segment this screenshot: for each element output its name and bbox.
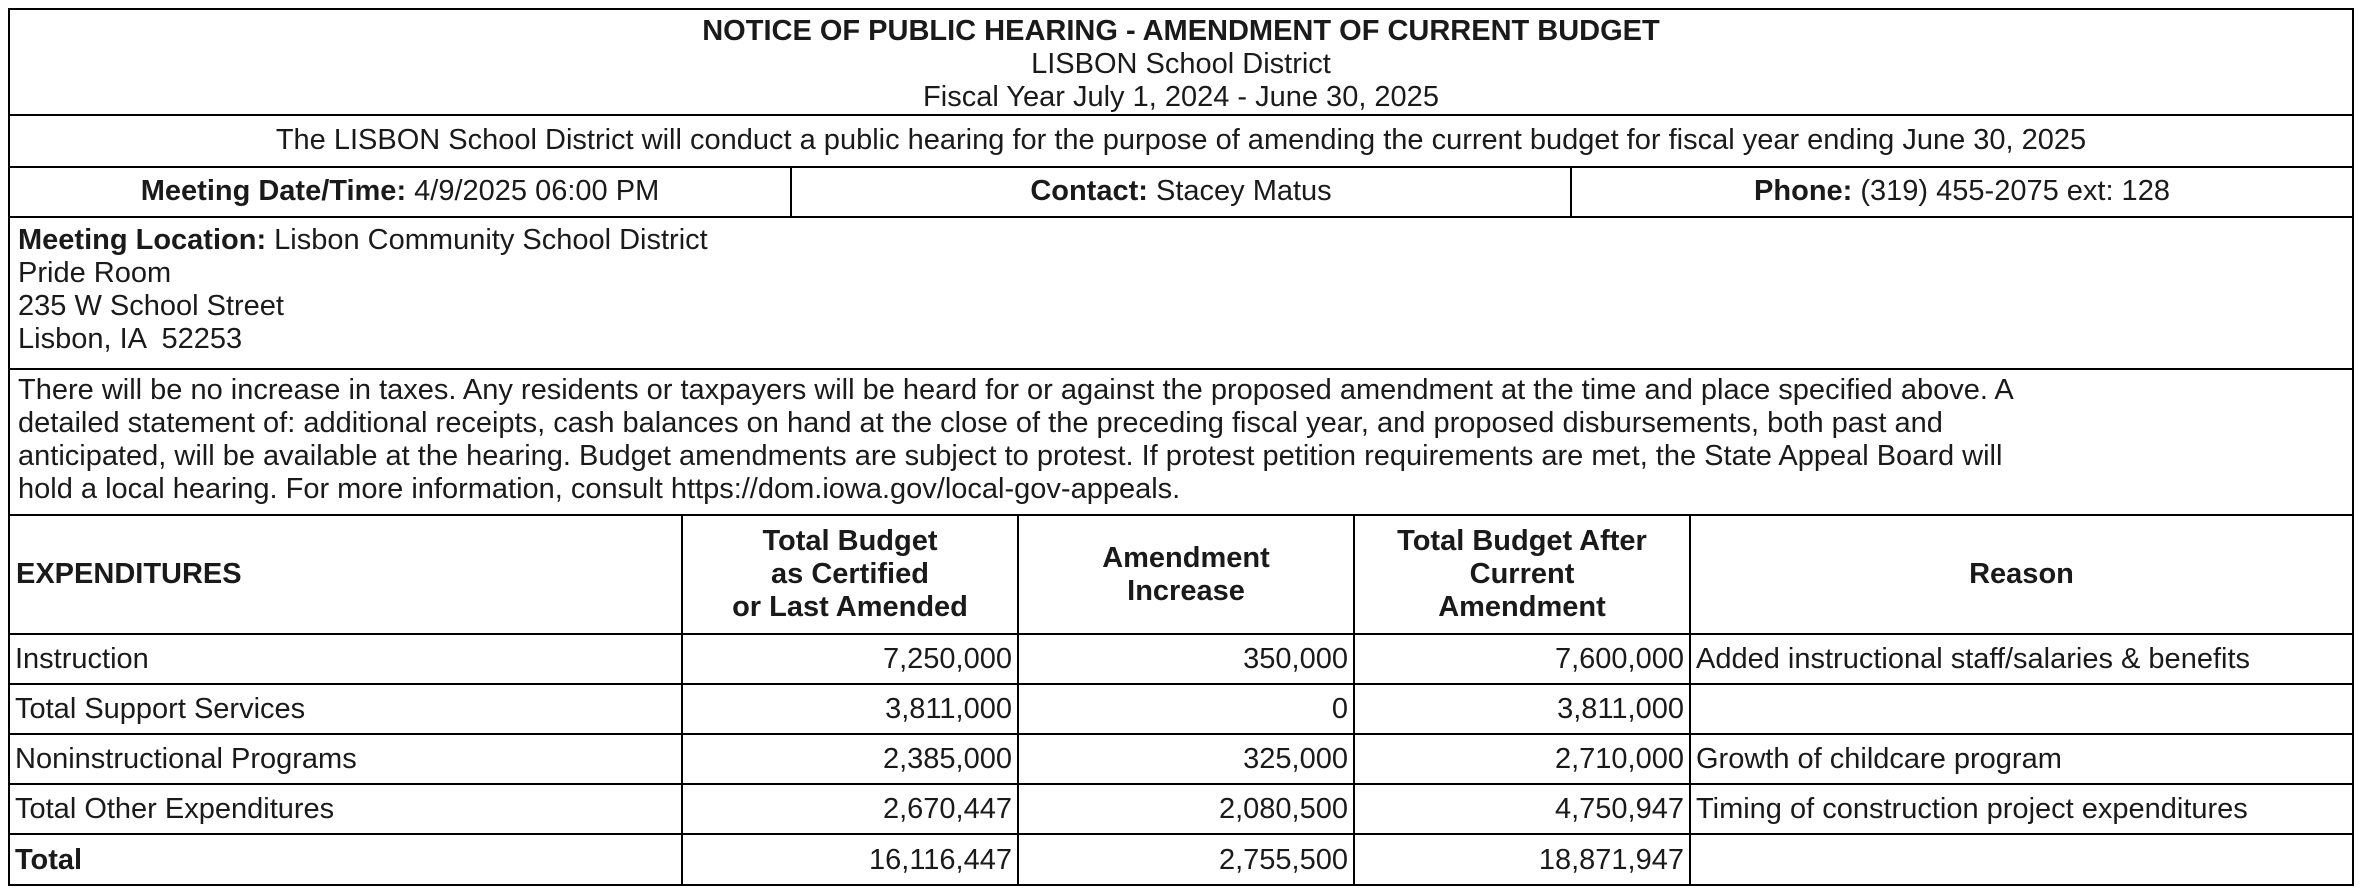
hearing-purpose: The LISBON School District will conduct a public hearing for the purpose of amending the current budget for fiscal year ending June 30, 2025 [10, 116, 2352, 168]
row-reason: Timing of construction project expenditures [1690, 784, 2352, 834]
header-expenditures: EXPENDITURES [10, 516, 682, 634]
header-certified-line-2: as Certified [771, 558, 929, 590]
fiscal-year: Fiscal Year July 1, 2024 - June 30, 2025 [923, 81, 1439, 113]
row-reason: Growth of childcare program [1690, 734, 2352, 784]
row-certified: 3,811,000 [682, 684, 1018, 734]
row-certified: 2,670,447 [682, 784, 1018, 834]
row-increase: 325,000 [1018, 734, 1354, 784]
row-increase: 0 [1018, 684, 1354, 734]
location-room: Pride Room [18, 257, 172, 289]
row-increase: 2,080,500 [1018, 784, 1354, 834]
meeting-datetime [10, 168, 792, 216]
meeting-contact [792, 168, 1572, 216]
row-name: Instruction [10, 634, 682, 684]
total-name: Total [10, 834, 682, 884]
total-reason [1690, 834, 2352, 884]
row-after: 2,710,000 [1354, 734, 1690, 784]
notice-header [10, 10, 2352, 116]
statement-line-4: hold a local hearing. For more information, consult https://dom.iowa.gov/local-gov-appeals. [18, 473, 1181, 505]
contact-label: Contact: [1030, 175, 1148, 207]
phone-label: Phone: [1754, 175, 1853, 207]
statement-line-1: There will be no increase in taxes. Any residents or taxpayers will be heard for or against the proposed amendment at the time and place specified above. A [18, 374, 2014, 406]
header-total-budget-certified [682, 516, 1018, 634]
meeting-phone [1572, 168, 2352, 216]
header-certified-line-1: Total Budget [762, 525, 938, 557]
table-total-row [10, 834, 2352, 884]
total-increase: 2,755,500 [1018, 834, 1354, 884]
meeting-datetime-value: 4/9/2025 06:00 PM [414, 175, 660, 207]
row-after: 4,750,947 [1354, 784, 1690, 834]
table-header-row [10, 516, 2352, 634]
notice-title: NOTICE OF PUBLIC HEARING - AMENDMENT OF CURRENT BUDGET [702, 15, 1660, 47]
header-amendment-increase [1018, 516, 1354, 634]
row-increase: 350,000 [1018, 634, 1354, 684]
table-row [10, 734, 2352, 784]
expenditures-table [10, 516, 2352, 884]
hearing-statement [10, 370, 2352, 516]
location-street: 235 W School Street [18, 290, 284, 322]
header-after-line-1: Total Budget After [1397, 525, 1647, 557]
expenditures-section [10, 516, 2352, 884]
row-name: Noninstructional Programs [10, 734, 682, 784]
meeting-location [10, 218, 2352, 370]
location-name: Lisbon Community School District [274, 224, 708, 256]
total-after: 18,871,947 [1354, 834, 1690, 884]
district-name: LISBON School District [1031, 48, 1331, 80]
row-reason [1690, 684, 2352, 734]
row-after: 3,811,000 [1354, 684, 1690, 734]
location-label: Meeting Location: [18, 224, 267, 256]
statement-line-2: detailed statement of: additional receipts, cash balances on hand at the close of the preceding fiscal year, and proposed disbursements, both past and [18, 407, 1943, 439]
table-row [10, 784, 2352, 834]
location-city: Lisbon, IA 52253 [18, 323, 243, 355]
row-reason: Added instructional staff/salaries & benefits [1690, 634, 2352, 684]
header-after-line-2: Current [1469, 558, 1575, 590]
header-increase-line-2: Increase [1127, 574, 1245, 607]
header-certified-line-3: or Last Amended [732, 591, 968, 623]
row-name: Total Other Expenditures [10, 784, 682, 834]
row-name: Total Support Services [10, 684, 682, 734]
phone-value: (319) 455-2075 ext: 128 [1860, 175, 2170, 207]
contact-value: Stacey Matus [1155, 175, 1332, 207]
table-row [10, 684, 2352, 734]
meeting-info-row [10, 168, 2352, 218]
header-after-line-3: Amendment [1438, 591, 1606, 623]
header-total-after-amendment [1354, 516, 1690, 634]
row-certified: 7,250,000 [682, 634, 1018, 684]
meeting-datetime-label: Meeting Date/Time: [140, 175, 407, 207]
total-certified: 16,116,447 [682, 834, 1018, 884]
row-certified: 2,385,000 [682, 734, 1018, 784]
statement-line-3: anticipated, will be available at the hearing. Budget amendments are subject to protest. If protest petition requirements are met, the State Appeal Board will [18, 440, 2003, 472]
location-line-1 [18, 224, 2344, 257]
header-increase-line-1: Amendment [1102, 541, 1270, 574]
budget-hearing-notice [8, 8, 2354, 886]
header-reason: Reason [1690, 516, 2352, 634]
table-row [10, 634, 2352, 684]
row-after: 7,600,000 [1354, 634, 1690, 684]
